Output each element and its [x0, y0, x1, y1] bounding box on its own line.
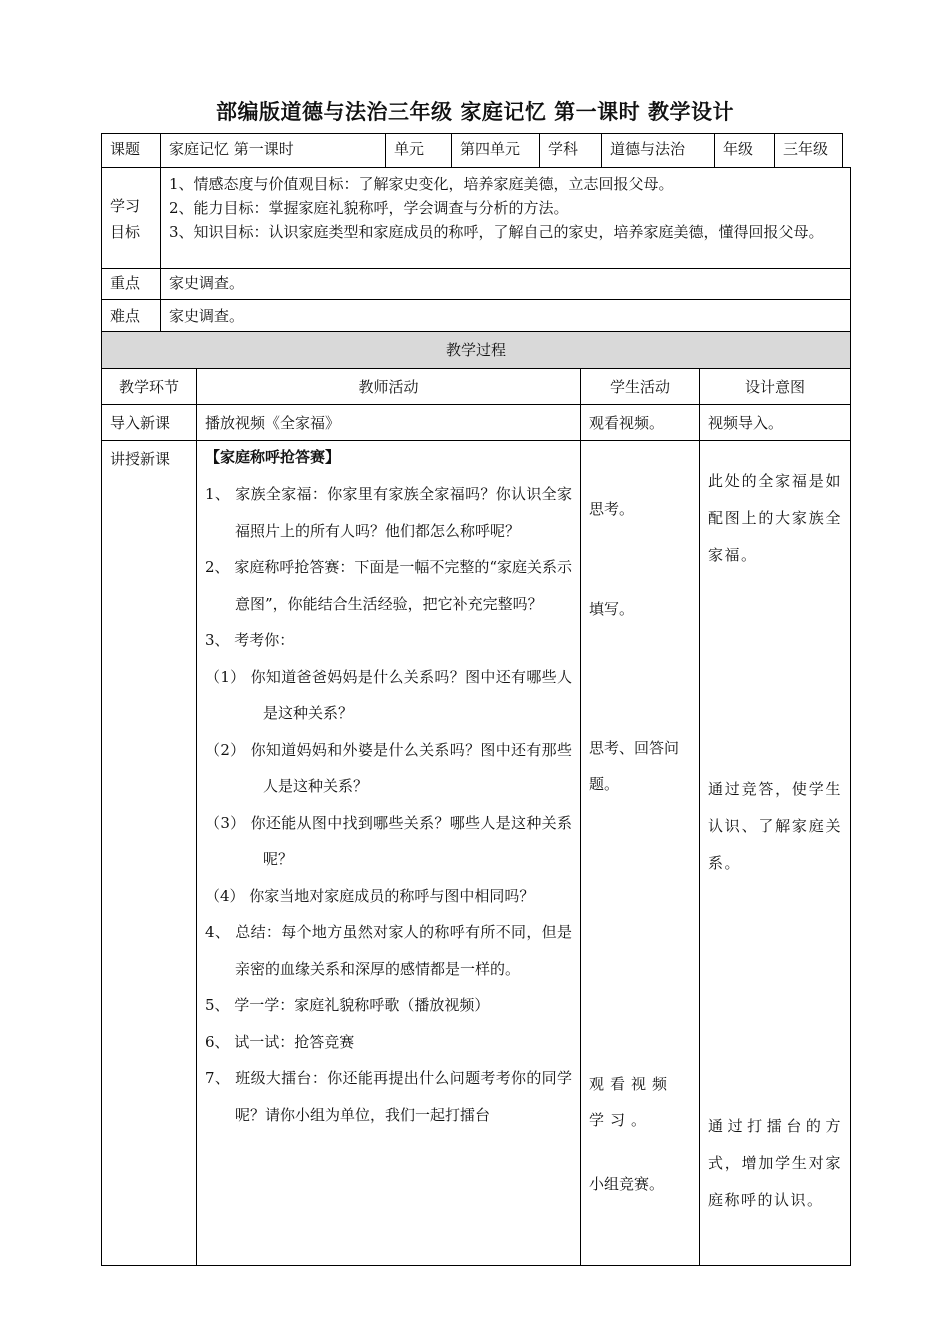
student-activity: 小组竞赛。: [589, 1175, 665, 1193]
unit-value: 第四单元: [452, 134, 540, 168]
process-banner: 教学过程: [102, 332, 851, 369]
info-table: [101, 133, 843, 168]
lesson-item: 5、 学一学：家庭礼貌称呼歌（播放视频）: [205, 996, 490, 1014]
key-value: 家史调查。: [161, 269, 851, 300]
intro-design: 视频导入。: [700, 405, 851, 441]
lesson-item: 4、 总结：每个地方虽然对家人的称呼有所不同，但是亲密的血缘关系和深厚的感情都是一样的。: [205, 923, 572, 978]
key-label: 重点: [102, 269, 161, 300]
lesson-subitem: （4） 你家当地对家庭成员的称呼与图中相同吗？: [205, 886, 535, 905]
lesson-item: 1、 家族全家福：你家里有家族全家福吗？你认识全家福照片上的所有人吗？他们都怎么称呼呢？: [205, 485, 572, 540]
lesson-student: [581, 441, 700, 1266]
goal-item: 1、情感态度与价值观目标：了解家史变化，培养家庭美德，立志回报父母。: [169, 175, 674, 193]
lesson-item: 2、 家庭称呼抢答赛：下面是一幅不完整的“家庭关系示意图”，你能结合生活经验，把它补充完整吗？: [205, 558, 572, 613]
document-title: 部编版道德与法治三年级 家庭记忆 第一课时 教学设计: [216, 99, 734, 124]
header-stage: 教学环节: [102, 369, 197, 405]
goals-label-line2: 目标: [110, 223, 141, 241]
difficulty-value: 家史调查。: [161, 300, 851, 333]
student-activity: 填写。: [589, 600, 635, 618]
difficulty-label: 难点: [102, 300, 161, 333]
design-note: 通过打擂台的方式，增加学生对家庭称呼的认识。: [708, 1117, 843, 1209]
lesson-subitem: （1） 你知道爸爸妈妈是什么关系吗？图中还有哪些人是这种关系？: [205, 667, 572, 722]
lesson-teacher: [197, 441, 581, 1266]
goal-item: 2、能力目标：掌握家庭礼貌称呼，学会调查与分析的方法。: [169, 199, 569, 217]
lesson-subitem: （2） 你知道妈妈和外婆是什么关系吗？图中还有那些人是这种关系？: [205, 740, 572, 795]
design-note: 此处的全家福是如配图上的大家族全家福。: [708, 472, 843, 564]
student-activity: 思考、回答问题。: [589, 739, 680, 793]
topic-label: 课题: [102, 134, 161, 168]
grade-value: 三年级: [775, 134, 843, 168]
process-table: [101, 331, 851, 1266]
subject-value: 道德与法治: [602, 134, 715, 168]
goals-label-line1: 学习: [110, 197, 141, 215]
grade-label: 年级: [715, 134, 775, 168]
header-design: 设计意图: [700, 369, 851, 405]
student-activity: 思考。: [589, 500, 635, 518]
lesson-subitem: （3） 你还能从图中找到哪些关系？哪些人是这种关系呢？: [205, 813, 572, 868]
design-note: 通过竞答，使学生认识、了解家庭关系。: [708, 780, 843, 872]
topic-value: 家庭记忆 第一课时: [161, 134, 386, 168]
goals-content: [161, 168, 851, 269]
lesson-item: 7、 班级大擂台：你还能再提出什么问题考考你的同学呢？请你小组为单位，我们一起打擂台: [205, 1069, 572, 1124]
header-teacher: 教师活动: [197, 369, 581, 405]
lesson-item: 6、 试一试：抢答竞赛: [205, 1032, 355, 1051]
subject-label: 学科: [540, 134, 602, 168]
lesson-heading: 【家庭称呼抢答赛】: [205, 448, 341, 466]
intro-student: 观看视频。: [581, 405, 700, 441]
student-activity: 观看视频学习。: [589, 1075, 674, 1129]
lesson-item: 3、 考考你：: [205, 631, 295, 649]
goal-item: 3、知识目标：认识家庭类型和家庭成员的称呼，了解自己的家史，培养家庭美德，懂得回报父母。: [169, 223, 824, 241]
intro-teacher: 播放视频《全家福》: [197, 405, 581, 441]
lesson-stage: 讲授新课: [102, 441, 197, 1266]
intro-stage: 导入新课: [102, 405, 197, 441]
header-student: 学生活动: [581, 369, 700, 405]
goals-table: [101, 167, 851, 333]
unit-label: 单元: [386, 134, 452, 168]
lesson-design: [700, 441, 851, 1266]
goals-label: [102, 168, 161, 269]
